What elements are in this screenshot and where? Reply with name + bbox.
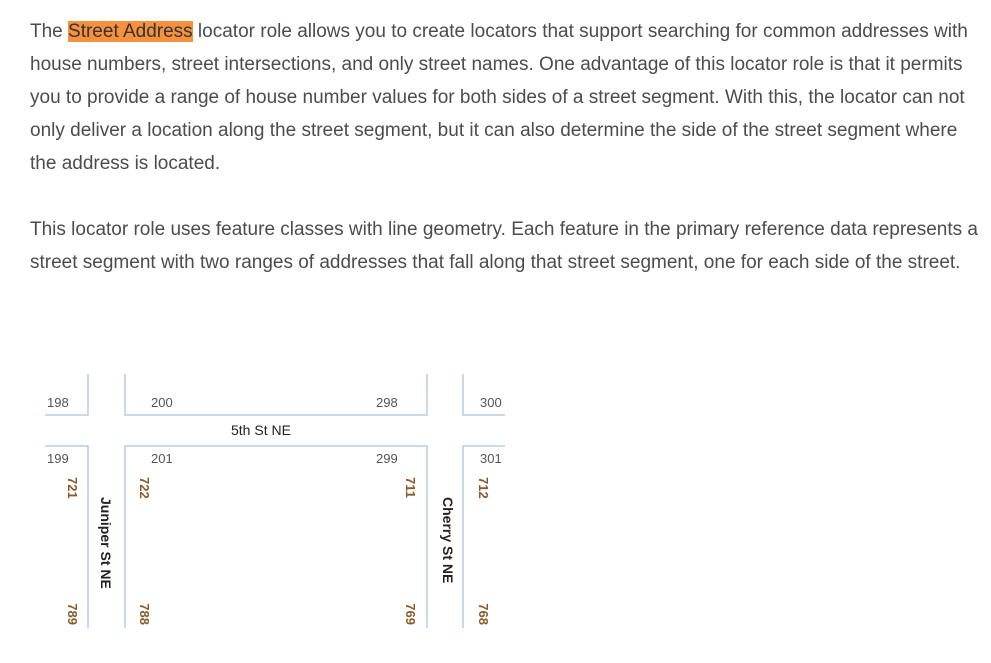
address-711-label: 711 (403, 477, 418, 498)
address-198-label: 198 (47, 395, 69, 410)
street-segment-diagram (0, 360, 991, 640)
address-300-label: 300 (480, 395, 502, 410)
address-301-label: 301 (480, 451, 502, 466)
intro-lead: The (30, 21, 69, 42)
street-juniper-st-ne-label: Juniper St NE (98, 497, 114, 589)
address-788-label: 788 (137, 603, 152, 625)
address-200-label: 200 (151, 395, 173, 410)
address-298-label: 298 (376, 395, 398, 410)
address-768-label: 768 (476, 603, 491, 625)
street-address-highlight: Street Address (68, 21, 193, 42)
address-299-label: 299 (376, 451, 398, 466)
block-edge-bottom-middle (125, 446, 427, 628)
address-199-label: 199 (47, 451, 69, 466)
block-edge-bottom-right (463, 446, 505, 628)
street-5th-st-ne-label: 5th St NE (231, 422, 291, 438)
street-cherry-st-ne-label: Cherry St NE (440, 497, 456, 584)
block-edge-bottom-left (45, 446, 88, 628)
intro-paragraph (30, 15, 988, 180)
address-789-label: 789 (65, 603, 80, 625)
intro-rest: locator role allows you to create locators that support searching for common addresses with house numbers, street intersections, and only street names. One advantage of this locator role is that it permits you to provide a range of house number values for both sides of a street segment. With this, the locator can not only deliver a location along the street segment, but it can also determine the side of the street segment where the address is located. (30, 21, 968, 174)
address-769-label: 769 (403, 603, 418, 625)
address-722-label: 722 (137, 477, 152, 499)
line-geometry-paragraph: This locator role uses feature classes with line geometry. Each feature in the primary reference data represents a street segment with two ranges of addresses that fall along that street segment, one for each side of the street. (30, 219, 978, 273)
address-712-label: 712 (476, 477, 491, 499)
address-721-label: 721 (65, 477, 80, 499)
address-201-label: 201 (151, 451, 173, 466)
